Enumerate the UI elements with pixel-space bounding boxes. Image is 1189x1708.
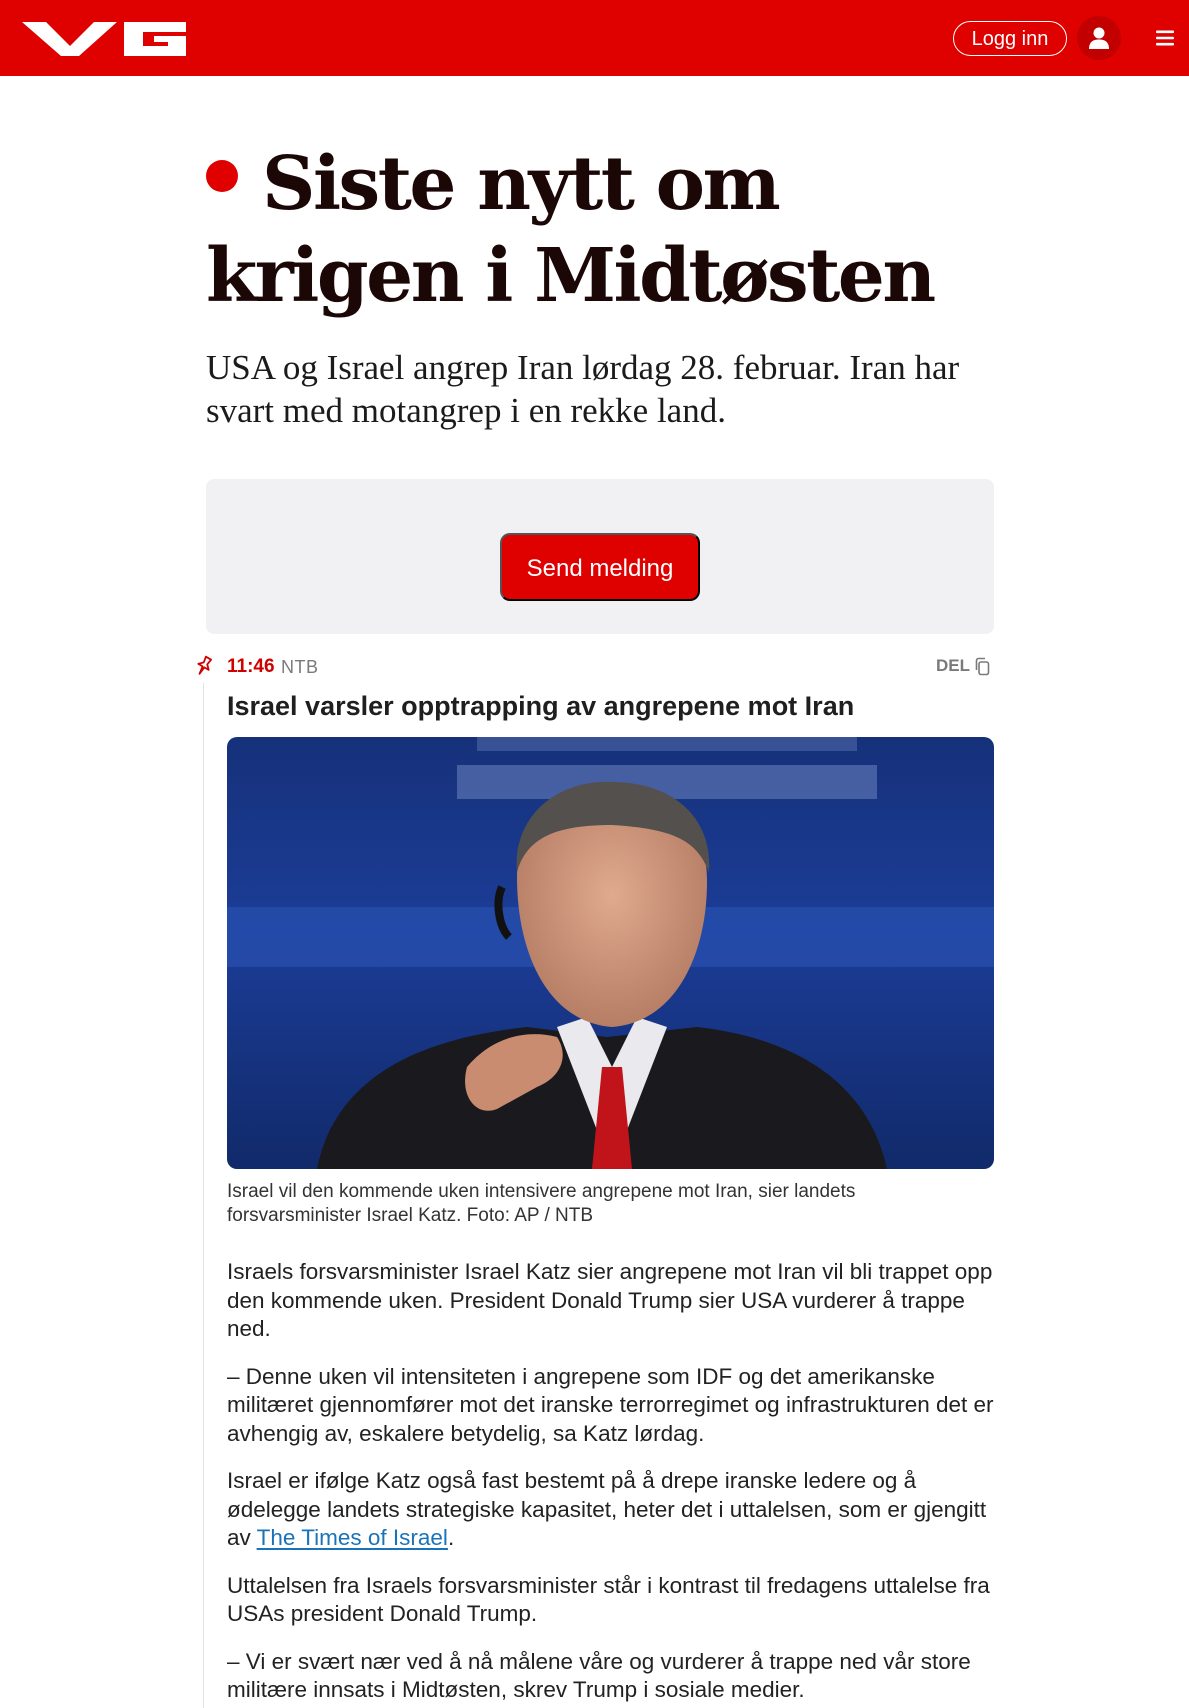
live-indicator-icon [206,160,238,192]
share-button[interactable] [936,656,990,676]
share-label: DEL [936,656,970,675]
post-source: NTB [281,657,319,677]
paragraph [227,1467,1002,1553]
post-title: Israel varsler opptrapping av angrepene mot Iran [227,691,855,721]
page-title: Siste nytt om krigen i Midtøsten [206,141,934,319]
post-body [227,1258,1002,1708]
pin-icon [193,655,215,677]
paragraph: – Vi er svært nær ved å nå målene våre og vurderer å trappe ned vår store militære innsats i Midtøsten, skrev Trump i sosiale medier. [227,1648,971,1702]
times-of-israel-link[interactable]: The Times of Israel [256,1525,448,1550]
user-icon [1088,26,1110,50]
login-button[interactable]: Logg inn [953,21,1067,56]
vg-logo[interactable] [22,18,188,58]
article-lead: USA og Israel angrep Iran lørdag 28. februar. Iran har svart med motangrep i en rekke land. [206,348,960,430]
paragraph: – Denne uken vil intensiteten i angrepene som IDF og det amerikanske militæret gjennomfører mot det iranske terrorregimet og infrastrukturen det er avhengig av, eskalere betydelig, sa Katz lørdag. [227,1363,994,1446]
paragraph: Israels forsvarsminister Israel Katz sier angrepene mot Iran vil bli trappet opp den kommende uken. President Donald Trump sier USA vurderer å trappe ned. [227,1259,993,1341]
message-box [206,479,994,634]
paragraph-text: . [447,1525,455,1550]
article-photo[interactable] [227,737,994,1169]
top-bar [0,0,1189,76]
post-time: 11:46 [227,656,275,677]
paragraph-text: Israel er ifølge Katz også fast bestemt på å drepe iranske ledere og å ødelegge landets strategiske kapasitet, heter det i uttalelsen, som er gjengitt av [227,1468,987,1550]
paragraph: Uttalelsen fra Israels forsvarsminister står i kontrast til fredagens uttalelse fra USAs president Donald Trump. [227,1572,990,1626]
photo-caption: Israel vil den kommende uken intensivere angrepene mot Iran, sier landets forsvarsminister Israel Katz. Foto: AP / NTB [227,1181,856,1226]
user-profile-button[interactable] [1077,16,1121,60]
copy-icon [974,657,990,676]
send-message-button[interactable]: Send melding [500,533,700,601]
headline-block [206,138,996,322]
menu-button[interactable] [1151,24,1179,52]
hamburger-menu-icon [1154,29,1176,47]
timeline-line [203,683,204,1708]
